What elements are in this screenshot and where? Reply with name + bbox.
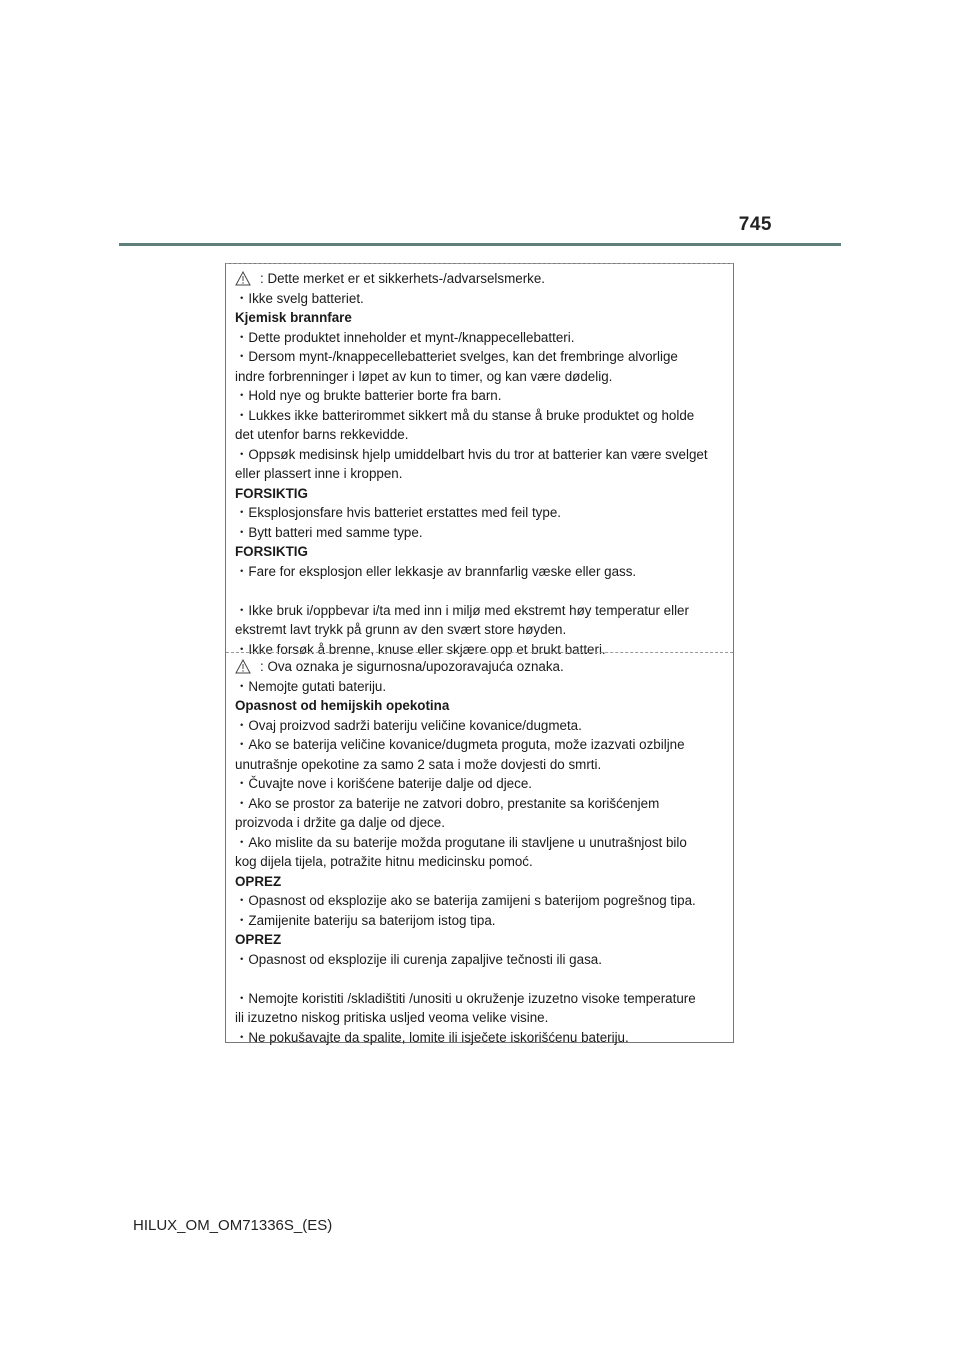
- text-line: unutrašnje opekotine za samo 2 sata i može dovjesti do smrti.: [235, 756, 602, 772]
- norwegian-warning-line: [235, 269, 725, 289]
- text-line: ili izuzetno niskog pritiska usljed veoma velike visine.: [235, 1010, 549, 1025]
- text-line: proizvoda i držite ga dalje od djece.: [235, 815, 445, 830]
- text-line: det utenfor barns rekkevidde.: [235, 427, 409, 442]
- text-line: [235, 581, 725, 601]
- text-line: ・Ako se baterija veličine kovanice/dugmeta proguta, može izazvati ozbiljne: [235, 737, 685, 752]
- croatian-warning-text: : Ova oznaka je sigurnosna/upozoravajuća oznaka.: [260, 659, 564, 674]
- text-line: kog dijela tijela, potražite hitnu medicinsku pomoć.: [235, 854, 533, 869]
- text-line: eller plassert inne i kroppen.: [235, 466, 403, 481]
- text-line: ・Nemojte koristiti /skladištiti /unositi u okruženje izuzetno visoke temperature: [235, 990, 696, 1006]
- text-line: ・Dersom mynt-/knappecellebatteriet svelges, kan det frembringe alvorlige: [235, 349, 678, 364]
- croatian-warning-line: [235, 657, 725, 677]
- text-line: ・Ovaj proizvod sadrži bateriju veličine kovanice/dugmeta.: [235, 717, 582, 733]
- norwegian-section: [226, 269, 733, 659]
- text-line: ・Zamijenite bateriju sa baterijom istog tipa.: [235, 912, 496, 928]
- section-heading: Kjemisk brannfare: [235, 310, 352, 325]
- croatian-section: [226, 657, 733, 1047]
- text-line: ・Oppsøk medisinsk hjelp umiddelbart hvis du tror at batterier kan være svelget: [235, 446, 708, 462]
- section-heading: FORSIKTIG: [235, 544, 308, 559]
- warning-triangle-icon: [235, 271, 251, 286]
- text-line: ・Hold nye og brukte batterier borte fra barn.: [235, 388, 502, 403]
- footer-document-code: HILUX_OM_OM71336S_(ES): [133, 1217, 333, 1234]
- text-line: [235, 969, 725, 989]
- header-rule: [119, 243, 841, 246]
- text-line: ・Nemojte gutati bateriju.: [235, 678, 387, 694]
- text-line: indre forbrenninger i løpet av kun to timer, og kan være dødelig.: [235, 368, 613, 384]
- text-line: ・Čuvajte nove i korišćene baterije dalje od djece.: [235, 776, 532, 791]
- text-line: ・Ikke svelg batteriet.: [235, 290, 364, 306]
- text-line: ・Lukkes ikke batterirommet sikkert må du stanse å bruke produktet og holde: [235, 407, 695, 423]
- section-heading: OPREZ: [235, 873, 282, 889]
- text-line: ・Dette produktet inneholder et mynt-/knappecellebatteri.: [235, 329, 575, 345]
- text-line: ・Ikke forsøk å brenne, knuse eller skjære opp et brukt batteri.: [235, 641, 606, 657]
- text-line: ・Opasnost od eksplozije ako se baterija zamijeni s baterijom pogrešnog tipa.: [235, 893, 696, 908]
- text-line: ・Ikke bruk i/oppbevar i/ta med inn i miljø med ekstremt høy temperatur eller: [235, 602, 689, 618]
- text-line: ・Ako mislite da su baterije možda progutane ili stavljene u unutrašnjost bilo: [235, 834, 687, 850]
- norwegian-warning-text: : Dette merket er et sikkerhets-/advarselsmerke.: [260, 271, 546, 286]
- text-line: ・Eksplosjonsfare hvis batteriet erstattes med feil type.: [235, 505, 561, 520]
- text-line: ・Ne pokušavajte da spalite, lomite ili isječete iskorišćenu bateriju.: [235, 1029, 629, 1045]
- text-line: ・Ako se prostor za baterije ne zatvori dobro, prestanite sa korišćenjem: [235, 795, 660, 811]
- section-heading: Opasnost od hemijskih opekotina: [235, 698, 450, 713]
- notice-top-border: [226, 263, 733, 264]
- battery-safety-notice: [225, 263, 734, 1043]
- norwegian-lines: [235, 289, 725, 660]
- croatian-lines: [235, 677, 725, 1048]
- page-number: 745: [738, 214, 772, 235]
- text-line: ・Bytt batteri med samme type.: [235, 524, 423, 540]
- warning-triangle-icon: [235, 659, 251, 674]
- text-line: ・Fare for eksplosjon eller lekkasje av brannfarlig væske eller gass.: [235, 563, 637, 579]
- section-heading: OPREZ: [235, 932, 282, 947]
- text-line: ekstremt lavt trykk på grunn av den svært store høyden.: [235, 622, 567, 637]
- section-divider: [226, 652, 733, 653]
- text-line: ・Opasnost od eksplozije ili curenja zapaljive tečnosti ili gasa.: [235, 951, 602, 967]
- section-heading: FORSIKTIG: [235, 485, 308, 501]
